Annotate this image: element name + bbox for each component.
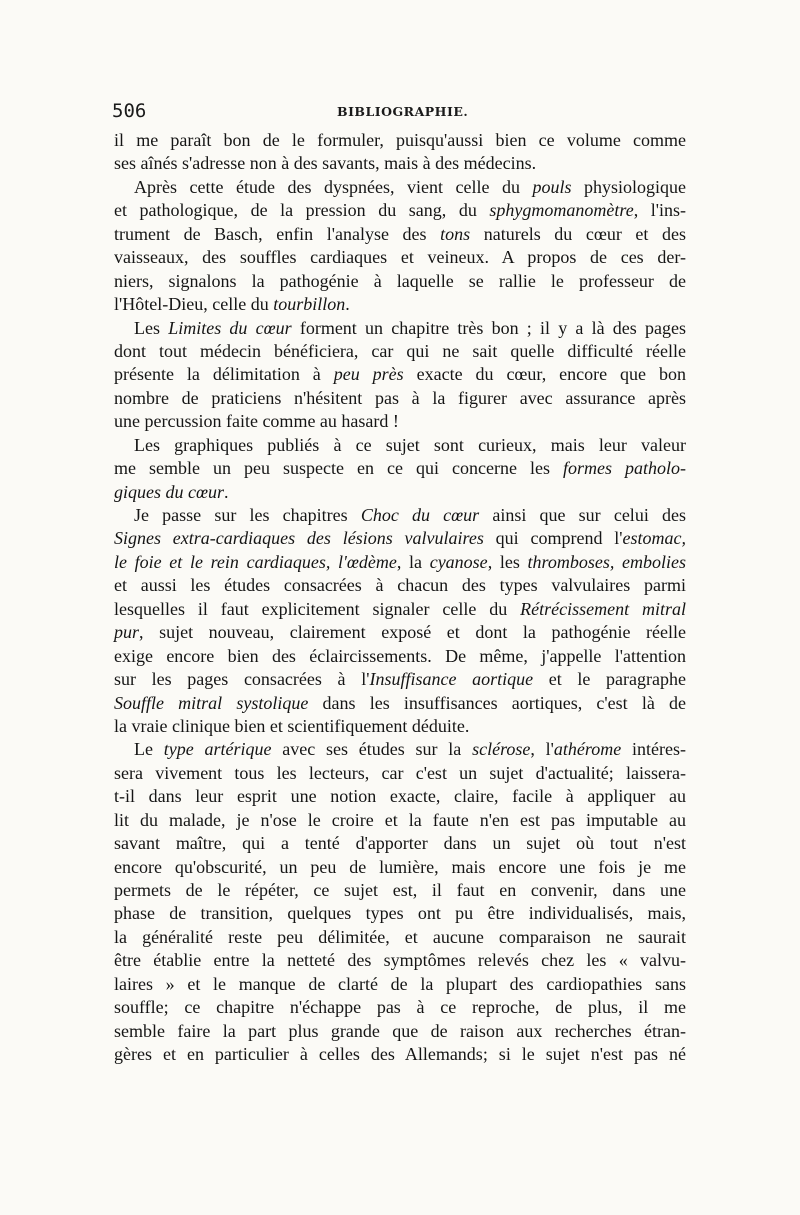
text-segment: encore qu'obscurité, un peu de lumière, mais encore une fois je me <box>114 856 686 877</box>
text-line <box>114 551 686 574</box>
text-line <box>114 1020 686 1043</box>
text-line <box>114 317 686 340</box>
text-segment: et le paragraphe <box>533 669 686 690</box>
text-segment: la généralité reste peu délimitée, et aucune comparaison ne saurait <box>114 926 686 947</box>
body-text <box>114 129 686 1067</box>
text-line <box>114 363 686 386</box>
text-segment: forment un chapitre très bon ; il y a là des pages <box>291 317 686 338</box>
text-segment: , l' <box>530 739 554 760</box>
italic-text: Choc du cœur <box>360 505 480 525</box>
text-line <box>114 129 686 152</box>
text-line <box>114 598 686 621</box>
text-segment: sur les pages consacrées à l' <box>114 669 370 690</box>
text-segment: Je passe sur les chapitres <box>134 505 361 525</box>
text-line <box>114 152 686 175</box>
text-line <box>114 949 686 972</box>
text-segment: phase de transition, quelques types ont pu être individualisés, mais, <box>114 903 686 924</box>
text-segment: qui comprend l' <box>483 528 623 549</box>
text-line <box>114 902 686 925</box>
text-segment: ainsi que sur celui des <box>479 505 686 525</box>
text-line <box>114 223 686 246</box>
italic-text: tourbillon <box>273 294 346 315</box>
italic-text: pouls <box>532 176 572 197</box>
text-line <box>114 715 686 738</box>
text-segment: , les <box>487 551 528 572</box>
italic-text: Signes extra-cardiaques des lésions valvulaires <box>114 528 484 549</box>
italic-text: athérome <box>553 739 622 760</box>
text-segment: sera vivement tous les lecteurs, car c'est un sujet d'actualité; laissera- <box>114 762 686 783</box>
italic-text: estomac, <box>622 528 686 549</box>
italic-text: pur <box>114 622 140 643</box>
text-segment: et aussi les études consacrées à chacun des types valvulaires parmi <box>114 575 686 596</box>
text-line <box>114 621 686 644</box>
text-segment: dont tout médecin bénéficiera, car qui ne sait quelle difficulté réelle <box>114 340 686 361</box>
italic-text: Rétrécissement mitral <box>520 598 686 619</box>
text-line <box>114 481 686 504</box>
text-line <box>114 645 686 668</box>
text-segment: dans les insuffisances aortiques, c'est là de <box>308 692 686 713</box>
text-line <box>114 199 686 222</box>
text-segment: laires » et le manque de clarté de la plupart des cardiopathies sans <box>114 973 686 994</box>
text-segment: exige encore bien des éclaircissements. De même, j'appelle l'attention <box>114 645 686 666</box>
text-line <box>114 668 686 691</box>
text-line <box>114 996 686 1019</box>
text-segment: niers, signalons la pathogénie à laquelle se rallie le professeur de <box>114 270 686 291</box>
text-line <box>114 973 686 996</box>
text-line <box>114 434 686 457</box>
text-segment: me semble un peu suspecte en ce qui concerne les <box>114 458 563 479</box>
text-segment: ses aînés s'adresse non à des savants, mais à des médecins. <box>114 153 537 174</box>
text-segment: t-il dans leur esprit une notion exacte, claire, facile à appliquer au <box>114 786 686 807</box>
text-segment: et pathologique, de la pression du sang, du <box>114 200 490 221</box>
text-segment: . <box>224 481 229 502</box>
text-segment: , sujet nouveau, clairement exposé et dont la pathogénie réelle <box>139 622 686 643</box>
italic-text: giques du cœur <box>114 481 224 502</box>
italic-text: formes patholo- <box>563 458 687 479</box>
page-header <box>112 100 690 126</box>
running-head: BIBLIOGRAPHIE. <box>337 104 469 119</box>
text-line <box>114 738 686 761</box>
text-segment: avec ses études sur la <box>271 739 473 760</box>
text-line <box>114 856 686 879</box>
text-line <box>114 762 686 785</box>
text-segment: il me paraît bon de le formuler, puisqu'aussi bien ce volume comme <box>114 130 686 150</box>
text-line <box>114 1043 686 1066</box>
text-segment: gères et en particulier à celles des Allemands; si le sujet n'est pas né <box>114 1044 686 1065</box>
text-segment: semble faire la part plus grande que de raison aux recherches étran- <box>114 1020 686 1041</box>
text-line <box>114 270 686 293</box>
italic-text: tons <box>440 223 471 244</box>
text-line <box>114 527 686 550</box>
text-line <box>114 926 686 949</box>
text-line <box>114 176 686 199</box>
text-segment: une percussion faite comme au hasard ! <box>114 411 399 432</box>
italic-text: cyanose <box>429 551 488 572</box>
italic-text: Insuffisance aortique <box>369 669 534 690</box>
text-line <box>114 387 686 410</box>
text-segment: être établie entre la netteté des symptômes relevés chez les « valvu- <box>114 950 686 971</box>
text-line <box>114 574 686 597</box>
text-segment: . <box>345 294 350 315</box>
text-line <box>114 879 686 902</box>
text-segment: Les graphiques publiés à ce sujet sont curieux, mais leur valeur <box>134 434 686 455</box>
text-segment: présente la délimitation à <box>114 364 334 385</box>
text-segment: permets de le répéter, ce sujet est, il faut en convenir, dans une <box>114 880 686 900</box>
text-segment: , la <box>396 551 430 572</box>
text-segment: nombre de praticiens n'hésitent pas à la figurer avec assurance après <box>114 387 686 408</box>
text-segment: exacte du cœur, encore que bon <box>403 364 686 385</box>
text-line <box>114 809 686 832</box>
text-line <box>114 785 686 808</box>
text-segment: physiologique <box>571 176 686 197</box>
italic-text: type artérique <box>163 739 272 760</box>
text-line <box>114 293 686 316</box>
text-line <box>114 246 686 269</box>
text-segment: savant maître, qui a tenté d'apporter dans un sujet où tout n'est <box>114 833 686 854</box>
text-segment: trument de Basch, enfin l'analyse des <box>114 223 441 244</box>
italic-text: Souffle mitral systolique <box>114 692 309 713</box>
text-line <box>114 340 686 363</box>
text-line <box>114 457 686 480</box>
text-segment: , l'ins- <box>633 200 686 221</box>
text-segment: l'Hôtel-Dieu, celle du <box>114 294 274 315</box>
text-segment: lit du malade, je n'ose le croire et la faute n'en est pas imputable au <box>114 809 686 830</box>
text-line <box>114 832 686 855</box>
italic-text: peu près <box>333 364 404 385</box>
text-segment: Après cette étude des dyspnées, vient celle du <box>134 176 533 197</box>
text-segment: naturels du cœur et des <box>470 223 686 244</box>
italic-text: Limites du cœur <box>168 317 292 338</box>
italic-text: sphygmomanomètre <box>489 200 634 221</box>
italic-text: le foie et le rein cardiaques, l'œdème <box>114 551 397 572</box>
page-number: 506 <box>112 100 147 122</box>
text-segment: la vraie clinique bien et scientifiquement déduite. <box>114 715 470 736</box>
text-line <box>114 504 686 527</box>
text-segment: intéres- <box>621 739 686 760</box>
text-line <box>114 692 686 715</box>
text-segment: vaisseaux, des souffles cardiaques et veineux. A propos de ces der- <box>114 247 686 268</box>
text-segment: souffle; ce chapitre n'échappe pas à ce reproche, de plus, il me <box>114 997 686 1018</box>
text-segment: Les <box>134 317 169 338</box>
text-segment: Le <box>134 739 164 760</box>
italic-text: sclérose <box>472 739 531 760</box>
italic-text: thromboses, embolies <box>527 551 686 572</box>
text-segment: lesquelles il faut explicitement signaler celle du <box>114 598 521 619</box>
text-line <box>114 410 686 433</box>
